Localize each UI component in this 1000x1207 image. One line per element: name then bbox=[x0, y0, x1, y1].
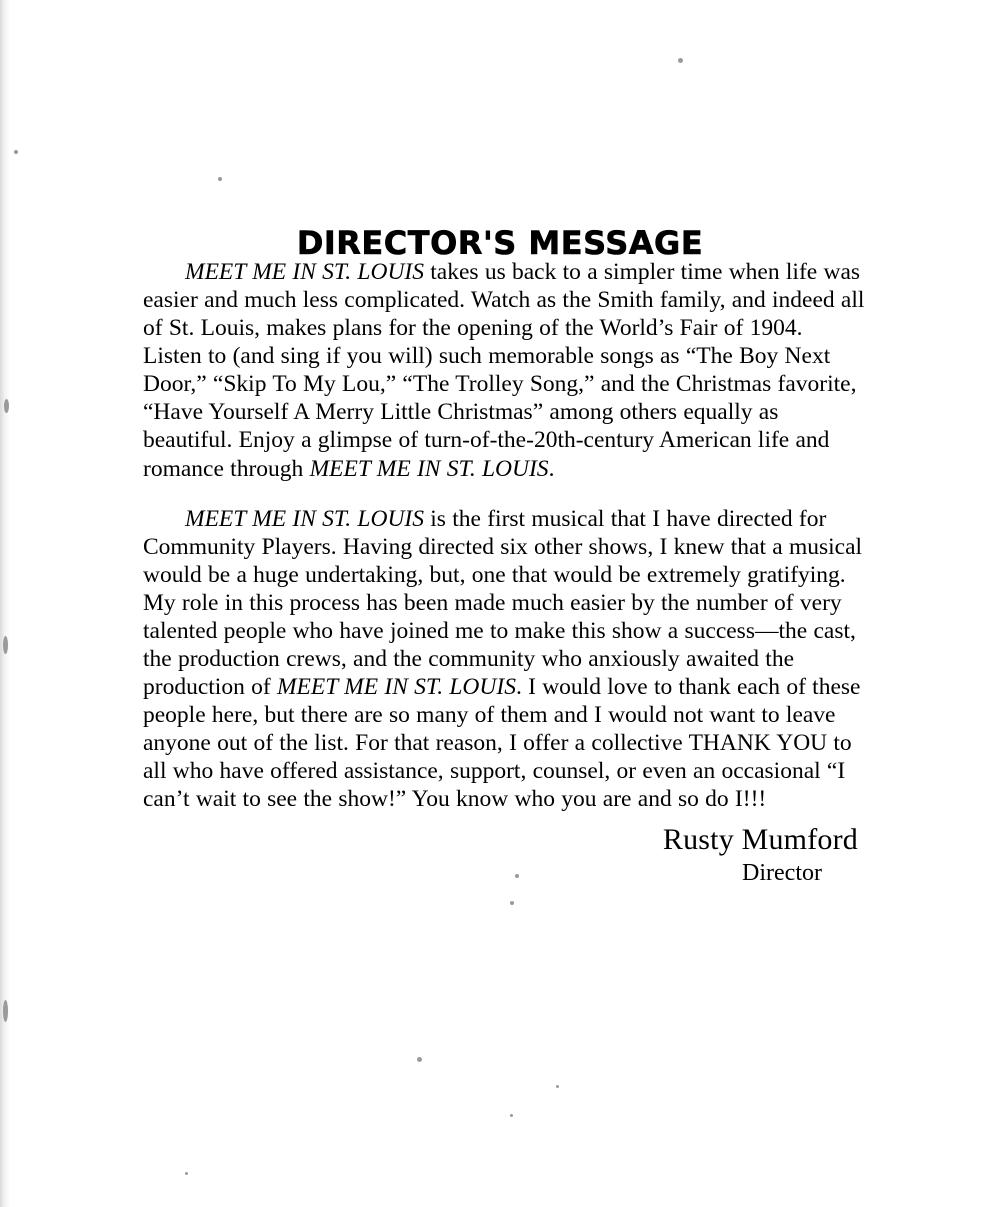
document-body bbox=[143, 258, 865, 835]
signature-block bbox=[0, 823, 858, 888]
title-mention: MEET ME IN ST. LOUIS bbox=[276, 674, 516, 701]
signature-role: Director bbox=[742, 860, 822, 886]
title-mention: MEET ME IN ST. LOUIS bbox=[185, 259, 424, 285]
text-run: is the first musical that I have directed for Community Players. Having directed six other shows, I knew that a musical would be a huge undertaking, but, one that would be extremely gratifying. My role in this process has been made much easier by the number of very talented people who have joined me to make this show a success—the cast, the production crews, and the community who anxiously awaited the production of bbox=[143, 505, 863, 701]
text-run: . bbox=[548, 455, 555, 482]
text-run: . I would love to thank each of these people here, but there are so many of them and I would not want to leave anyone out of the list. For that reason, I offer a collective THANK YOU to all who have offered assistance, support, counsel, or even an occasional “I can’t wait to see the show!” You know who you are and so do I!!! bbox=[143, 674, 861, 813]
title-mention: MEET ME IN ST. LOUIS bbox=[309, 455, 549, 482]
text-run: takes us back to a simpler time when life was easier and much less complicated. Watch as the Smith family, and indeed all of St. Louis, makes plans for the opening of the World’s Fair of 1904. Listen to (and sing if you will) such memorable songs as “The Boy Next Door,” “Skip To My Lou,” “The Trolley Song,” and the Christmas favorite, “Have Yourself A Merry Little Christmas” among others equally as beautiful. Enjoy a glimpse of turn-of-the-20th-century American life and romance through bbox=[143, 259, 865, 482]
signature-name: Rusty Mumford bbox=[662, 823, 858, 856]
paragraph-2 bbox=[143, 505, 865, 814]
page-title: DIRECTOR'S MESSAGE bbox=[296, 224, 704, 263]
title-mention: MEET ME IN ST. LOUIS bbox=[185, 505, 424, 532]
paragraph-1 bbox=[143, 258, 865, 483]
